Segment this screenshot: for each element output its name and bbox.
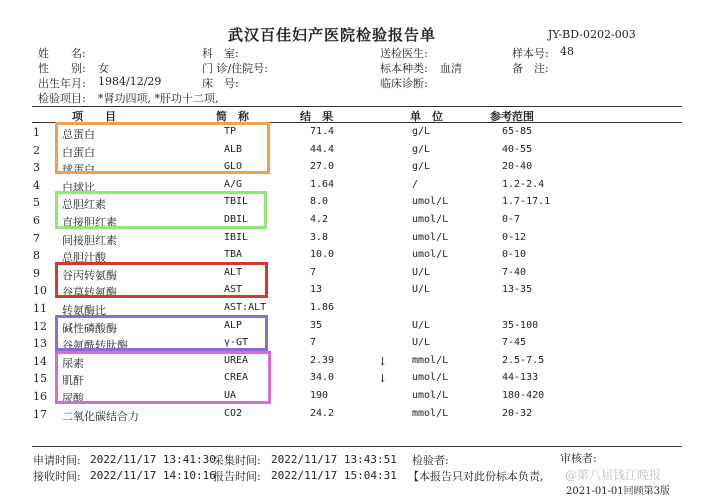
row-unit: mmol/L	[412, 407, 449, 419]
row-no: 15	[33, 372, 47, 386]
row-no: 4	[33, 178, 40, 192]
row-result: 1.86	[310, 302, 335, 313]
collect-time: 2022/11/17 13:43:51	[271, 453, 397, 466]
row-item-name: 二氧化碳结合力	[62, 409, 139, 423]
row-abbr: IBIL	[224, 231, 249, 243]
row-no: 9	[33, 266, 40, 280]
header-top-rule	[32, 106, 682, 107]
reviewer-label: 审核者:	[560, 452, 597, 465]
apply-time-label: 申请时间:	[33, 454, 81, 467]
row-unit: umol/L	[412, 390, 449, 401]
row-ref: 65-85	[502, 126, 533, 137]
sex-value: 女	[98, 62, 109, 75]
row-unit: U/L	[412, 319, 431, 331]
items-label: 检验项目:	[38, 92, 86, 105]
row-item-name: 白蛋白	[62, 145, 95, 159]
row-result: 13	[310, 284, 323, 296]
row-no: 16	[33, 390, 47, 403]
row-item-name: 转氨酶比	[62, 304, 106, 317]
row-no: 14	[33, 354, 47, 368]
row-unit: umol/L	[412, 196, 449, 208]
row-abbr: TP	[224, 126, 237, 137]
row-abbr: UREA	[224, 354, 249, 366]
row-item-name: 尿酸	[62, 392, 84, 405]
row-no: 10	[33, 284, 47, 298]
row-item-name: 尿素	[62, 356, 84, 370]
row-no: 12	[33, 319, 47, 333]
row-ref: 2.5-7.5	[502, 354, 545, 366]
sample-no-value: 48	[560, 45, 574, 58]
receive-time-label: 接收时间:	[33, 470, 81, 483]
row-abbr: γ-GT	[224, 337, 249, 349]
row-unit: umol/L	[412, 372, 449, 384]
sample-no-label: 样本号:	[512, 47, 549, 60]
row-result: 8.0	[310, 196, 329, 208]
report-title: 武汉百佳妇产医院检验报告单	[228, 26, 437, 44]
row-ref: 40-55	[502, 143, 533, 155]
highlight-box-green	[55, 191, 267, 229]
row-unit: U/L	[412, 284, 431, 296]
row-item-name: 碱性磷酸酶	[62, 321, 117, 335]
row-no: 7	[33, 231, 40, 245]
row-ref: 1.7-17.1	[502, 196, 551, 208]
row-unit: mmol/L	[412, 354, 449, 366]
row-abbr: A/G	[224, 178, 243, 190]
disclaimer: 【本报告只对此份标本负责,	[408, 470, 544, 483]
row-result: 35	[310, 319, 323, 331]
row-ref: 20-40	[502, 161, 533, 173]
row-abbr: DBIL	[224, 214, 249, 225]
row-ref: 180-420	[502, 390, 545, 401]
row-unit: U/L	[412, 266, 431, 278]
row-ref: 0-7	[502, 214, 521, 225]
highlight-box-magenta	[55, 351, 271, 404]
row-abbr: ALP	[224, 319, 243, 331]
row-result: 24.2	[310, 407, 335, 419]
row-item-name: 白球比	[62, 180, 95, 194]
row-ref: 20-32	[502, 407, 533, 419]
row-result: 190	[310, 390, 329, 401]
row-unit: g/L	[412, 126, 431, 137]
row-abbr: AST	[224, 284, 243, 296]
row-abbr: CREA	[224, 372, 249, 384]
receive-time: 2022/11/17 14:10:16	[90, 469, 216, 482]
row-item-name: 间接胆红素	[62, 233, 117, 247]
row-no: 13	[33, 337, 47, 351]
row-abbr: TBA	[224, 249, 243, 261]
row-item-name: 谷草转氨酶	[62, 286, 117, 300]
row-no: 3	[33, 161, 40, 175]
row-abbr: ALB	[224, 143, 243, 155]
row-item-name: 球蛋白	[62, 163, 95, 177]
row-abbr: AST:ALT	[224, 302, 267, 313]
report-code: JY-BD-0202-003	[548, 28, 636, 41]
row-unit: umol/L	[412, 214, 449, 225]
row-result: 3.8	[310, 231, 329, 243]
row-item-name: 谷氨酰转肽酶	[62, 339, 128, 353]
items-value: *肾功四项, *肝功十二项,	[98, 92, 219, 105]
report-time-label: 报告时间:	[213, 470, 261, 483]
row-ref: 7-40	[502, 266, 527, 278]
row-result: 10.0	[310, 249, 335, 261]
row-item-name: 总胆红素	[62, 198, 106, 212]
row-item-name: 总胆汁酸	[62, 251, 106, 265]
footer-top-rule	[32, 446, 682, 447]
row-no: 5	[33, 196, 40, 210]
row-unit: /	[412, 178, 419, 190]
row-result: 2.39	[310, 354, 335, 366]
row-abbr: CO2	[224, 407, 243, 419]
row-result: 7	[310, 337, 317, 349]
col-ref: 参考范围	[490, 110, 534, 123]
row-result: 44.4	[310, 143, 335, 155]
highlight-box-purple	[55, 315, 268, 351]
row-unit: g/L	[412, 161, 431, 173]
row-abbr: ALT	[224, 266, 243, 278]
row-no: 1	[33, 126, 40, 139]
row-item-name: 直接胆红素	[62, 216, 117, 229]
version-note: 2021-01-01回顾第3版	[566, 486, 671, 497]
row-abbr: GLO	[224, 161, 243, 173]
specimen-type-value: 血清	[440, 62, 462, 75]
row-result: 27.0	[310, 161, 335, 173]
row-item-name: 肌酐	[62, 374, 84, 388]
row-unit: g/L	[412, 143, 431, 155]
remark-label: 备 注:	[512, 62, 549, 75]
row-unit: U/L	[412, 337, 431, 349]
row-unit: umol/L	[412, 249, 449, 261]
row-no: 11	[33, 302, 47, 315]
doctor-label: 送检医生:	[380, 47, 428, 60]
row-no: 8	[33, 249, 40, 263]
highlight-box-orange	[55, 122, 270, 174]
watermark: @第八届钱江晚报	[565, 468, 662, 482]
name-label: 姓 名:	[38, 47, 86, 60]
bed-label: 床 号:	[202, 77, 239, 90]
row-ref: 0-12	[502, 231, 527, 243]
apply-time: 2022/11/17 13:41:30	[90, 453, 216, 466]
clinic-label: 门 诊/住院号:	[202, 62, 268, 75]
sex-label: 性 别:	[38, 62, 86, 75]
row-result: 7	[310, 266, 317, 278]
diagnosis-label: 临床诊断:	[380, 77, 428, 90]
row-abbr: TBIL	[224, 196, 249, 208]
col-unit: 单 位	[410, 110, 443, 123]
row-result: 71.4	[310, 126, 335, 137]
row-no: 6	[33, 214, 40, 227]
report-time: 2022/11/17 15:04:31	[271, 469, 397, 482]
birth-value: 1984/12/29	[98, 75, 162, 88]
highlight-box-red	[55, 262, 268, 298]
specimen-type-label: 标本种类:	[380, 62, 428, 75]
row-no: 2	[33, 143, 40, 157]
dept-label: 科 室:	[202, 47, 239, 60]
row-item-name: 谷丙转氨酶	[62, 268, 117, 282]
row-unit: umol/L	[412, 231, 449, 243]
row-ref: 1.2-2.4	[502, 178, 545, 190]
birth-label: 出生年月:	[38, 77, 86, 90]
row-flag-icon: ↓	[378, 354, 388, 368]
row-result: 4.2	[310, 214, 329, 225]
row-ref: 44-133	[502, 372, 539, 384]
row-flag-icon: ↓	[378, 372, 388, 386]
row-no: 17	[33, 407, 47, 421]
col-abbr: 简 称	[216, 110, 249, 123]
collect-time-label: 采集时间:	[213, 454, 261, 467]
row-result: 34.0	[310, 372, 335, 384]
row-abbr: UA	[224, 390, 237, 401]
row-ref: 35-100	[502, 319, 539, 331]
row-result: 1.64	[310, 178, 335, 190]
row-ref: 0-10	[502, 249, 527, 261]
row-ref: 13-35	[502, 284, 533, 296]
row-ref: 7-45	[502, 337, 527, 349]
row-item-name: 总蛋白	[62, 128, 95, 141]
inspector-label: 检验者:	[412, 454, 449, 467]
col-result: 结 果	[300, 110, 333, 123]
col-item: 项 目	[72, 110, 116, 123]
